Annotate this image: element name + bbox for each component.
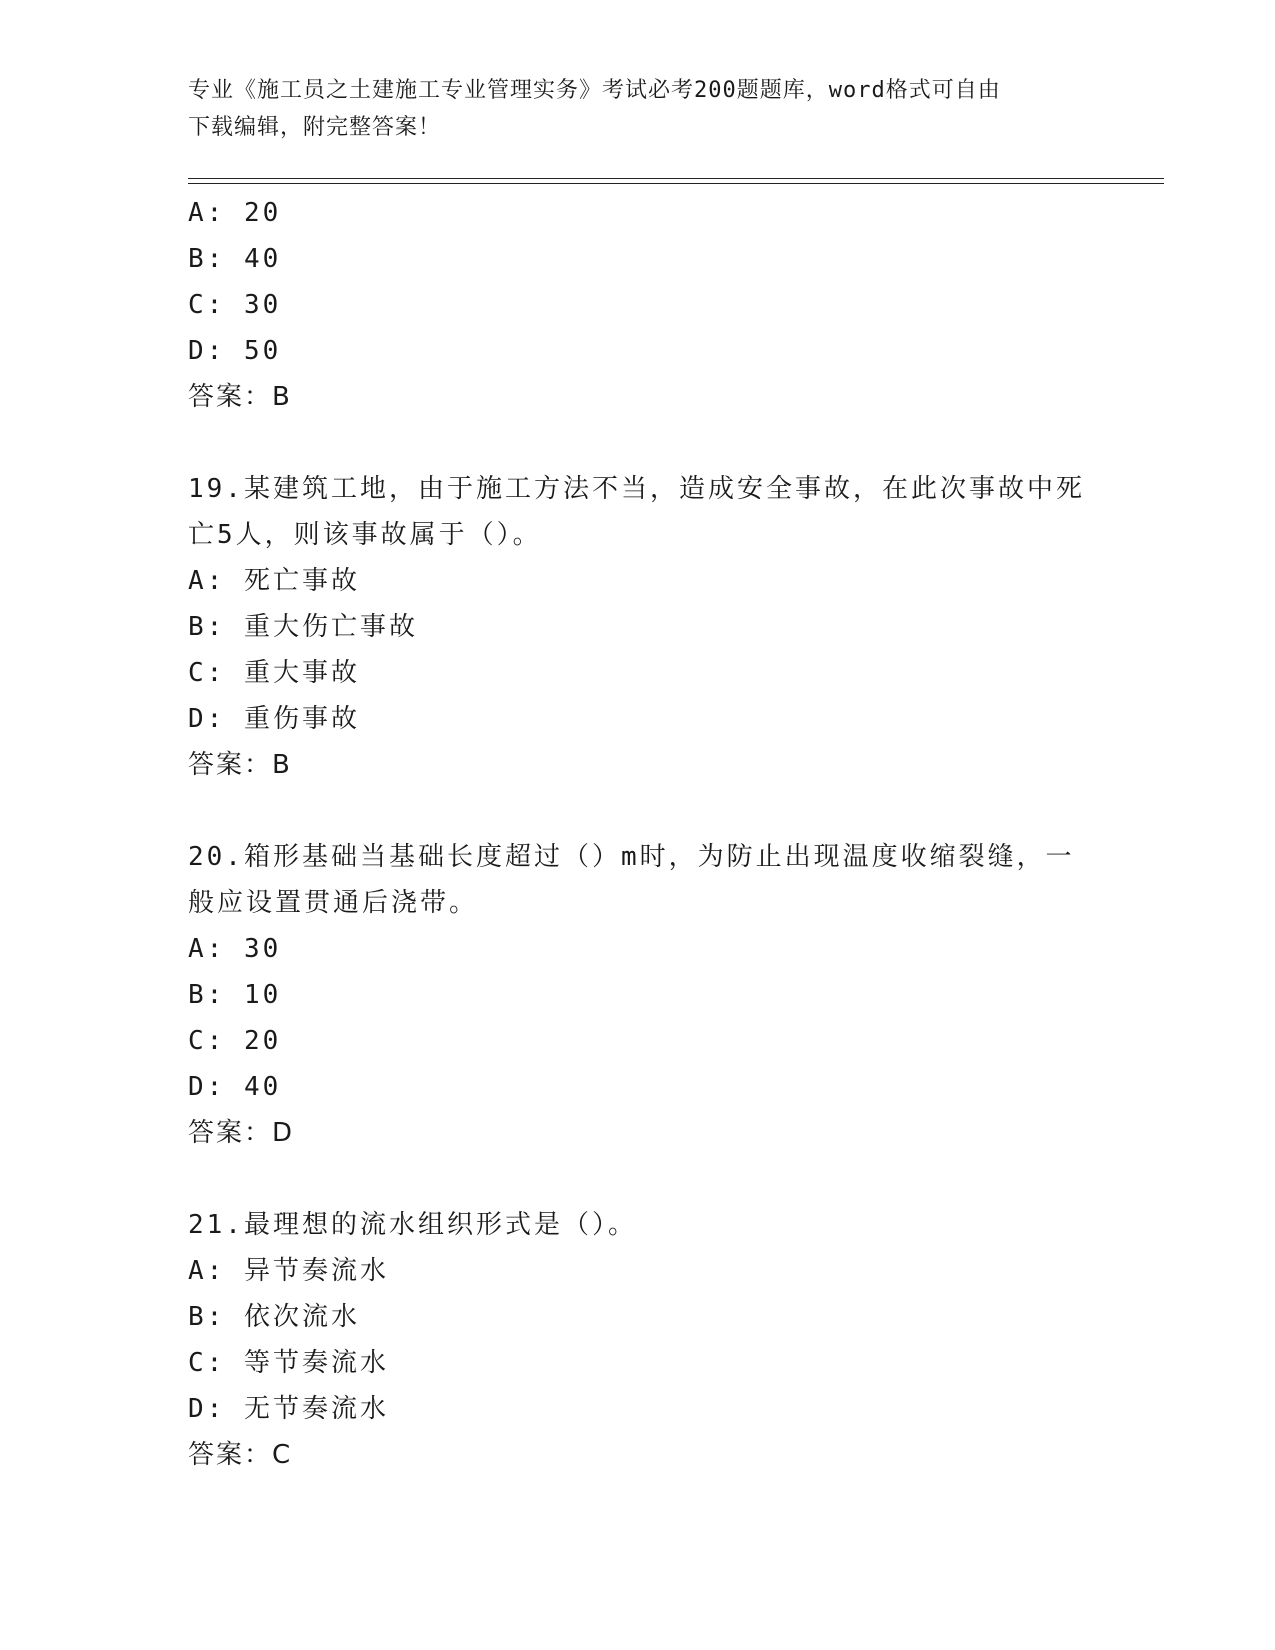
option-a: A: 30 — [188, 934, 282, 964]
option-a: A: 异节奏流水 — [188, 1256, 389, 1286]
option-b: B: 40 — [188, 244, 282, 274]
question-20 — [188, 834, 1088, 1156]
option-b: B: 重大伤亡事故 — [188, 612, 418, 642]
header-divider-top — [188, 178, 1164, 179]
question-text — [188, 1202, 1088, 1248]
option-c: C: 等节奏流水 — [188, 1348, 389, 1378]
question-18 — [188, 190, 1088, 420]
option-d: D: 40 — [188, 1072, 282, 1102]
option-a: A: 20 — [188, 198, 282, 228]
answer: 答案：B — [188, 750, 292, 780]
option-b: B: 10 — [188, 980, 282, 1010]
option-d: D: 无节奏流水 — [188, 1394, 389, 1424]
option-b: B: 依次流水 — [188, 1302, 360, 1332]
option-d: D: 50 — [188, 336, 282, 366]
answer: 答案：D — [188, 1118, 295, 1148]
option-d: D: 重伤事故 — [188, 704, 360, 734]
header-line-2: 下载编辑，附完整答案！ — [188, 115, 442, 140]
answer: 答案：C — [188, 1440, 293, 1470]
option-a: A: 死亡事故 — [188, 566, 360, 596]
header-line-1: 专业《施工员之土建施工专业管理实务》考试必考200题题库，word格式可自由 — [188, 78, 1001, 103]
option-c: C: 重大事故 — [188, 658, 360, 688]
question-text — [188, 834, 1088, 926]
option-c: C: 30 — [188, 290, 282, 320]
document-header — [188, 72, 1088, 146]
question-19 — [188, 466, 1088, 788]
question-text — [188, 466, 1088, 558]
question-list — [188, 190, 1088, 1478]
answer: 答案：B — [188, 382, 292, 412]
question-21 — [188, 1202, 1088, 1478]
question-text-line-2: 般应设置贯通后浇带。 — [188, 888, 479, 918]
question-text-line-1: 21.最理想的流水组织形式是（）。 — [188, 1210, 637, 1240]
option-c: C: 20 — [188, 1026, 282, 1056]
question-text-line-2: 亡5人，则该事故属于（）。 — [188, 520, 542, 550]
question-text-line-1: 19.某建筑工地，由于施工方法不当，造成安全事故，在此次事故中死 — [188, 474, 1085, 504]
header-divider-bottom — [188, 183, 1164, 184]
question-text-line-1: 20.箱形基础当基础长度超过（）m时，为防止出现温度收缩裂缝，一 — [188, 842, 1075, 872]
